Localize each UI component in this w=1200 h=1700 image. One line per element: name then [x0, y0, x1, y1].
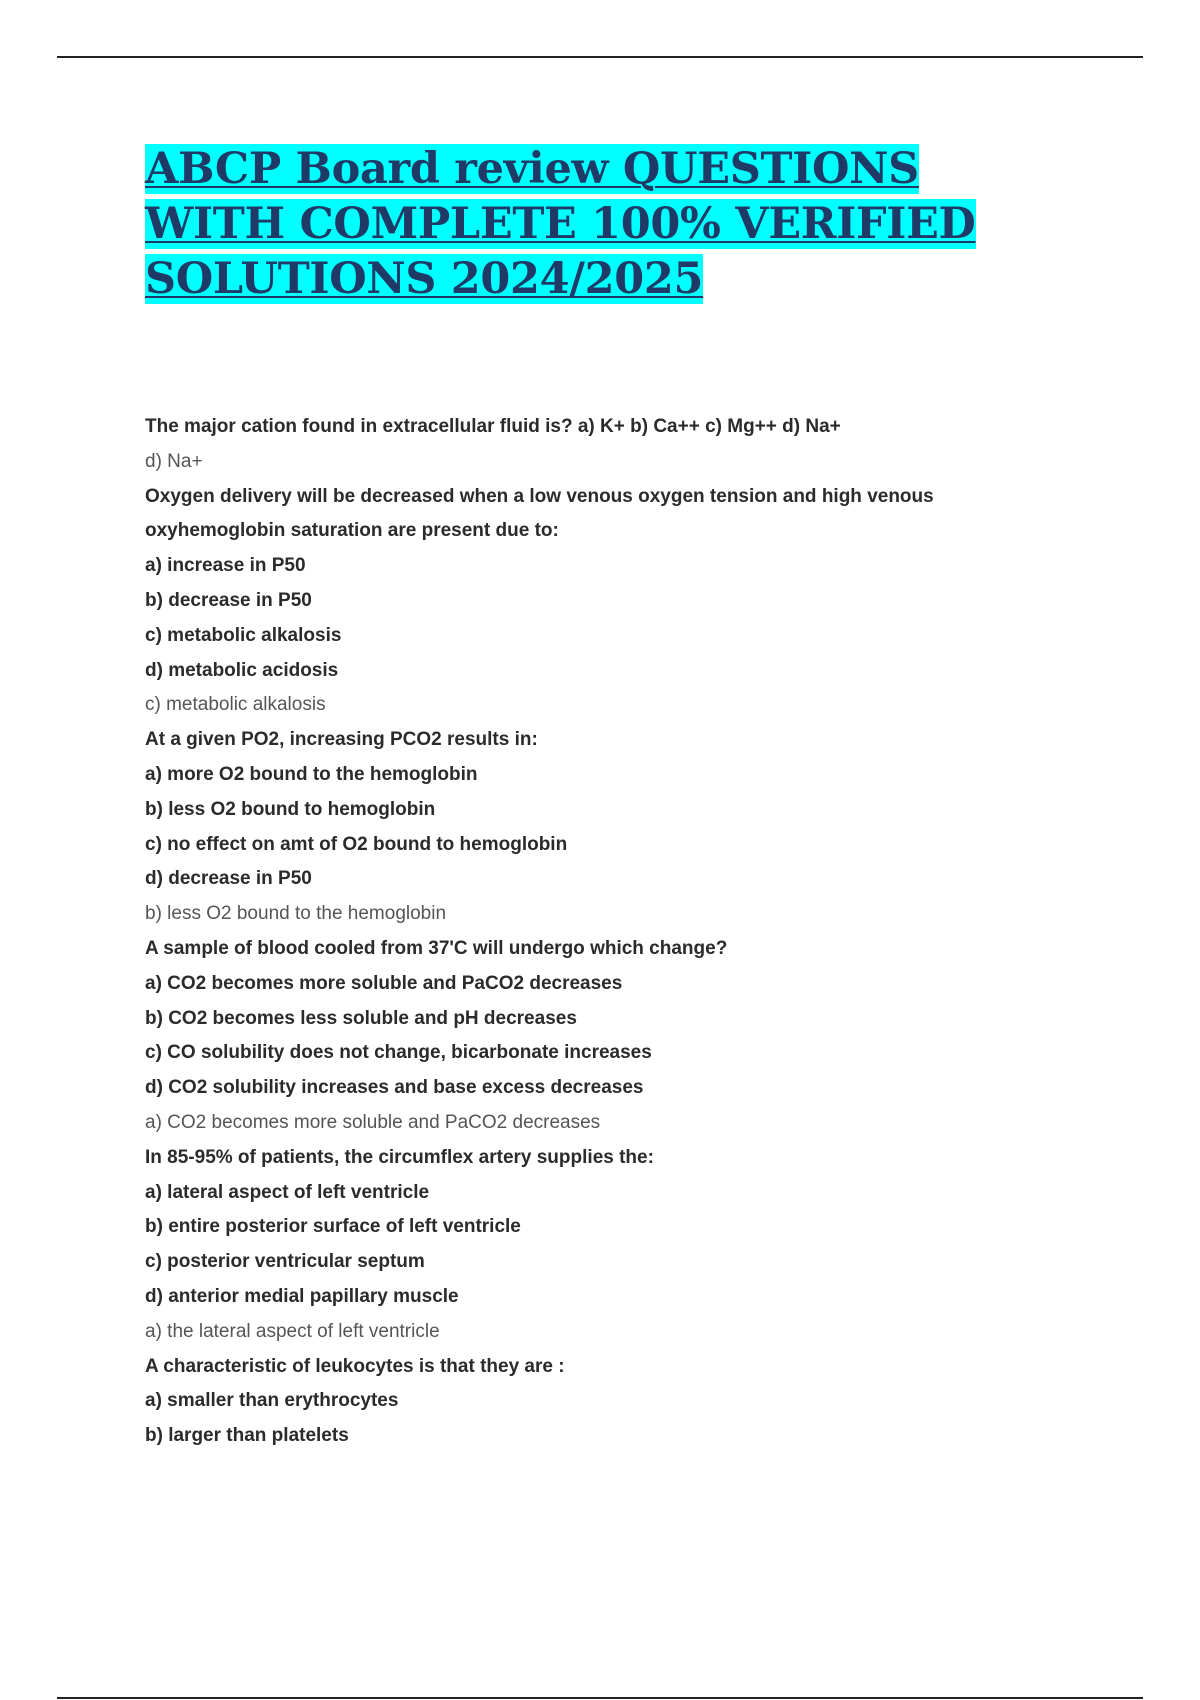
answer-line: c) metabolic alkalosis: [145, 694, 326, 716]
question-line: c) metabolic alkalosis: [145, 624, 342, 646]
question-line: c) posterior ventricular septum: [145, 1251, 425, 1273]
title-line-3: SOLUTIONS 2024/2025: [145, 254, 704, 304]
question-line: Oxygen delivery will be decreased when a low venous oxygen tension and high venous: [145, 485, 934, 507]
answer-line: b) less O2 bound to the hemoglobin: [145, 903, 447, 925]
question-line: b) entire posterior surface of left ventricle: [145, 1216, 521, 1238]
question-line: c) no effect on amt of O2 bound to hemoglobin: [145, 833, 568, 855]
question-line: c) CO solubility does not change, bicarbonate increases: [145, 1042, 652, 1064]
question-line: a) CO2 becomes more soluble and PaCO2 decreases: [145, 972, 623, 994]
title-line-1: ABCP Board review QUESTIONS: [145, 144, 919, 194]
answer-line: d) Na+: [145, 450, 203, 472]
bottom-divider: [57, 1697, 1143, 1699]
question-line: b) less O2 bound to hemoglobin: [145, 798, 436, 820]
question-answer-list: [145, 410, 1145, 1454]
answer-line: a) the lateral aspect of left ventricle: [145, 1320, 440, 1342]
question-line: a) increase in P50: [145, 555, 306, 577]
page-title: [145, 142, 1095, 307]
question-line: a) lateral aspect of left ventricle: [145, 1181, 430, 1203]
question-line: oxyhemoglobin saturation are present due to:: [145, 520, 559, 542]
question-line: b) CO2 becomes less soluble and pH decreases: [145, 1007, 577, 1029]
question-line: A sample of blood cooled from 37'C will undergo which change?: [145, 937, 728, 959]
answer-line: a) CO2 becomes more soluble and PaCO2 decreases: [145, 1111, 601, 1133]
question-line: b) larger than platelets: [145, 1425, 349, 1447]
title-line-2: WITH COMPLETE 100% VERIFIED: [145, 199, 976, 249]
question-line: a) smaller than erythrocytes: [145, 1390, 399, 1412]
question-line: a) more O2 bound to the hemoglobin: [145, 763, 478, 785]
question-line: d) anterior medial papillary muscle: [145, 1285, 459, 1307]
question-line: In 85-95% of patients, the circumflex artery supplies the:: [145, 1146, 654, 1168]
question-line: d) CO2 solubility increases and base excess decreases: [145, 1077, 644, 1099]
question-line: The major cation found in extracellular fluid is? a) K+ b) Ca++ c) Mg++ d) Na+: [145, 416, 841, 437]
top-divider: [57, 56, 1143, 58]
question-line: A characteristic of leukocytes is that they are :: [145, 1355, 565, 1377]
question-line: d) decrease in P50: [145, 868, 312, 890]
question-line: d) metabolic acidosis: [145, 659, 339, 681]
question-line: b) decrease in P50: [145, 589, 312, 611]
question-line: At a given PO2, increasing PCO2 results in:: [145, 729, 538, 751]
